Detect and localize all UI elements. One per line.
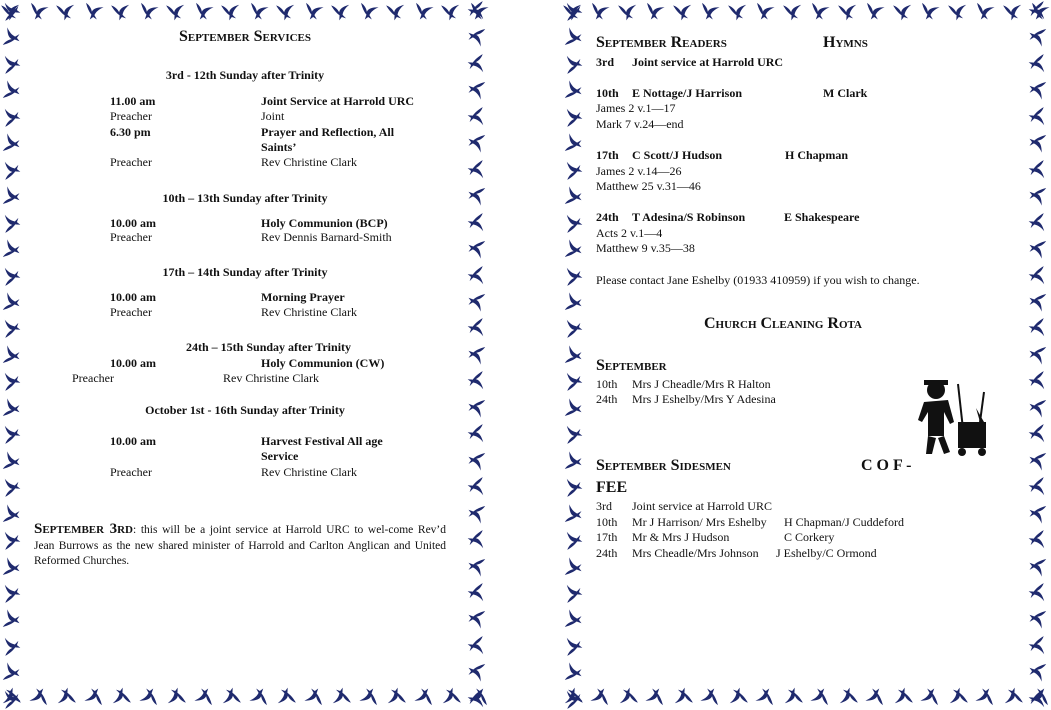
- sidesmen-title: September Sidesmen: [596, 457, 731, 474]
- swallow-bird-icon: [55, 686, 77, 708]
- coffee-names: H Chapman/J Cuddeford: [784, 515, 904, 529]
- sidesmen-names: Mr & Mrs J Hudson: [632, 530, 730, 544]
- swallow-bird-icon: [413, 686, 435, 708]
- swallow-bird-icon: [466, 212, 488, 234]
- service-time: 6.30 pm: [110, 125, 151, 139]
- rota-content: [562, 0, 1051, 710]
- section-heading: 17th – 14th Sunday after Trinity: [162, 265, 328, 279]
- swallow-bird-icon: [248, 0, 270, 22]
- service-event: Holy Communion (CW): [261, 356, 385, 370]
- swallow-bird-icon: [440, 0, 462, 22]
- swallow-bird-icon: [466, 0, 488, 22]
- cleaning-date: 10th: [596, 377, 618, 391]
- swallow-bird-icon: [466, 53, 488, 75]
- section-heading: October 1st - 16th Sunday after Trinity: [145, 403, 345, 417]
- swallow-bird-icon: [0, 185, 22, 207]
- sidesmen-date: 3rd: [596, 499, 612, 513]
- note-lead: September 3rd: [34, 521, 133, 537]
- swallow-bird-icon: [440, 686, 462, 708]
- swallow-bird-icon: [358, 0, 380, 22]
- swallow-bird-icon: [466, 688, 488, 710]
- service-event: Holy Communion (BCP): [261, 216, 388, 230]
- reading: James 2 v.1—17: [596, 101, 676, 115]
- swallow-bird-icon: [165, 686, 187, 708]
- swallow-bird-icon: [193, 0, 215, 22]
- cleaning-title: Church Cleaning Rota: [704, 315, 862, 332]
- reader-date: 10th: [596, 86, 619, 100]
- swallow-bird-icon: [83, 0, 105, 22]
- bird-border-top: [0, 0, 490, 24]
- swallow-bird-icon: [0, 476, 22, 498]
- hymns-name: M Clark: [823, 86, 868, 100]
- swallow-bird-icon: [0, 238, 22, 260]
- swallow-bird-icon: [248, 686, 270, 708]
- swallow-bird-icon: [466, 608, 488, 630]
- swallow-bird-icon: [138, 686, 160, 708]
- swallow-bird-icon: [385, 0, 407, 22]
- swallow-bird-icon: [466, 661, 488, 683]
- swallow-bird-icon: [0, 608, 22, 630]
- swallow-bird-icon: [0, 661, 22, 683]
- contact-note: Please contact Jane Eshelby (01933 410959) if you wish to change.: [596, 273, 920, 287]
- swallow-bird-icon: [0, 132, 22, 154]
- swallow-bird-icon: [466, 556, 488, 578]
- swallow-bird-icon: [28, 686, 50, 708]
- sidesmen-date: 10th: [596, 515, 618, 529]
- swallow-bird-icon: [466, 265, 488, 287]
- bird-border-left: [0, 0, 24, 710]
- swallow-bird-icon: [83, 686, 105, 708]
- swallow-bird-icon: [275, 0, 297, 22]
- service-event: Harvest Festival All age Service: [261, 434, 383, 463]
- service-time: 11.00 am: [110, 94, 156, 108]
- september-3rd-note: [34, 522, 446, 570]
- swallow-bird-icon: [0, 79, 22, 101]
- reader-names: C Scott/J Hudson: [632, 148, 723, 162]
- preacher-label: Preacher: [110, 465, 152, 479]
- preacher-label: Preacher: [110, 155, 152, 169]
- swallow-bird-icon: [466, 238, 488, 260]
- swallow-bird-icon: [466, 529, 488, 551]
- swallow-bird-icon: [466, 79, 488, 101]
- coffee-names: J Eshelby/C Ormond: [776, 546, 877, 560]
- preacher-name: Rev Dennis Barnard-Smith: [261, 230, 392, 244]
- swallow-bird-icon: [28, 0, 50, 22]
- coffee-title-a: C O F -: [861, 457, 912, 474]
- swallow-bird-icon: [0, 688, 22, 710]
- swallow-bird-icon: [330, 0, 352, 22]
- hymns-name: E Shakespeare: [784, 210, 860, 224]
- reader-names: E Nottage/J Harrison: [632, 86, 742, 100]
- sidesmen-date: 24th: [596, 546, 618, 560]
- bird-border-bottom: [0, 686, 490, 710]
- swallow-bird-icon: [0, 317, 22, 339]
- swallow-bird-icon: [0, 582, 22, 604]
- swallow-bird-icon: [0, 106, 22, 128]
- sidesmen-names: Mrs Cheadle/Mrs Johnson: [632, 546, 759, 560]
- preacher-name: Rev Christine Clark: [261, 465, 357, 479]
- swallow-bird-icon: [275, 686, 297, 708]
- swallow-bird-icon: [220, 0, 242, 22]
- swallow-bird-icon: [0, 503, 22, 525]
- service-time: 10.00 am: [110, 216, 156, 230]
- swallow-bird-icon: [466, 26, 488, 48]
- swallow-bird-icon: [0, 53, 22, 75]
- swallow-bird-icon: [0, 423, 22, 445]
- section-heading: 3rd - 12th Sunday after Trinity: [165, 68, 325, 82]
- services-title: September Services: [178, 28, 312, 45]
- swallow-bird-icon: [466, 423, 488, 445]
- note-text: : this will be a joint service at Harrold URC to wel-come Rev’d Jean Burrows as the new shared minister of Harrold and Carlton Anglican and United Reformed Churches.: [34, 524, 447, 567]
- swallow-bird-icon: [0, 291, 22, 313]
- swallow-bird-icon: [358, 686, 380, 708]
- coffee-title-b: FEE: [596, 479, 628, 496]
- bird-border-right: [466, 0, 490, 710]
- reading: Matthew 9 v.35—38: [596, 241, 695, 255]
- right-page: [562, 0, 1051, 710]
- swallow-bird-icon: [466, 317, 488, 339]
- swallow-bird-icon: [0, 635, 22, 657]
- swallow-bird-icon: [385, 686, 407, 708]
- swallow-bird-icon: [0, 26, 22, 48]
- cleaning-date: 24th: [596, 392, 618, 406]
- service-event: Joint Service at Harrold URC: [261, 94, 415, 108]
- preacher-label: Preacher: [110, 230, 152, 244]
- swallow-bird-icon: [110, 686, 132, 708]
- service-time: 10.00 am: [110, 290, 156, 304]
- reading: Matthew 25 v.31—46: [596, 179, 701, 193]
- cleaning-names: Mrs J Cheadle/Mrs R Halton: [632, 377, 771, 391]
- swallow-bird-icon: [0, 265, 22, 287]
- swallow-bird-icon: [466, 450, 488, 472]
- reader-names: Joint service at Harrold URC: [632, 55, 784, 69]
- service-time: 10.00 am: [110, 356, 156, 370]
- swallow-bird-icon: [413, 0, 435, 22]
- cleaning-month: September: [596, 357, 667, 374]
- service-time: 10.00 am: [110, 434, 156, 448]
- swallow-bird-icon: [138, 0, 160, 22]
- service-event: Prayer and Reflection, All Saints’: [261, 125, 395, 154]
- swallow-bird-icon: [0, 370, 22, 392]
- swallow-bird-icon: [0, 344, 22, 366]
- section-heading: 24th – 15th Sunday after Trinity: [186, 340, 352, 354]
- reader-names: T Adesina/S Robinson: [632, 210, 746, 224]
- swallow-bird-icon: [0, 397, 22, 419]
- swallow-bird-icon: [466, 159, 488, 181]
- sidesmen-names: Joint service at Harrold URC: [632, 499, 772, 513]
- preacher-name: Rev Christine Clark: [261, 305, 357, 319]
- swallow-bird-icon: [0, 529, 22, 551]
- services-content: [24, 24, 466, 684]
- swallow-bird-icon: [0, 212, 22, 234]
- swallow-bird-icon: [330, 686, 352, 708]
- readers-title: September Readers: [596, 34, 727, 51]
- swallow-bird-icon: [466, 106, 488, 128]
- preacher-label: Preacher: [110, 109, 152, 123]
- cleaning-names: Mrs J Eshelby/Mrs Y Adesina: [632, 392, 776, 406]
- preacher-name: Rev Christine Clark: [261, 155, 357, 169]
- swallow-bird-icon: [193, 686, 215, 708]
- coffee-names: C Corkery: [784, 530, 835, 544]
- swallow-bird-icon: [55, 0, 77, 22]
- swallow-bird-icon: [0, 159, 22, 181]
- cleaner-with-trolley-icon: [914, 378, 994, 460]
- swallow-bird-icon: [0, 450, 22, 472]
- reader-date: 24th: [596, 210, 619, 224]
- hymns-title: Hymns: [823, 34, 868, 51]
- swallow-bird-icon: [466, 635, 488, 657]
- reader-date: 17th: [596, 148, 619, 162]
- reading: Mark 7 v.24—end: [596, 117, 684, 131]
- swallow-bird-icon: [165, 0, 187, 22]
- swallow-bird-icon: [0, 0, 22, 22]
- reader-date: 3rd: [596, 55, 614, 69]
- preacher-label: Preacher: [110, 305, 152, 319]
- swallow-bird-icon: [0, 556, 22, 578]
- hymns-name: H Chapman: [785, 148, 849, 162]
- service-event: Morning Prayer: [261, 290, 345, 304]
- swallow-bird-icon: [466, 291, 488, 313]
- preacher-label: Preacher: [72, 371, 114, 385]
- sidesmen-date: 17th: [596, 530, 618, 544]
- swallow-bird-icon: [110, 0, 132, 22]
- preacher-name: Rev Christine Clark: [223, 371, 319, 385]
- swallow-bird-icon: [466, 397, 488, 419]
- swallow-bird-icon: [303, 0, 325, 22]
- section-heading: 10th – 13th Sunday after Trinity: [162, 191, 328, 205]
- swallow-bird-icon: [466, 476, 488, 498]
- swallow-bird-icon: [303, 686, 325, 708]
- reading: James 2 v.14—26: [596, 164, 682, 178]
- swallow-bird-icon: [466, 132, 488, 154]
- swallow-bird-icon: [466, 344, 488, 366]
- reading: Acts 2 v.1—4: [596, 226, 663, 240]
- swallow-bird-icon: [220, 686, 242, 708]
- swallow-bird-icon: [466, 185, 488, 207]
- swallow-bird-icon: [466, 503, 488, 525]
- sidesmen-names: Mr J Harrison/ Mrs Eshelby: [632, 515, 767, 529]
- left-page: [0, 0, 490, 710]
- preacher-name: Joint: [261, 109, 285, 123]
- swallow-bird-icon: [466, 370, 488, 392]
- swallow-bird-icon: [466, 582, 488, 604]
